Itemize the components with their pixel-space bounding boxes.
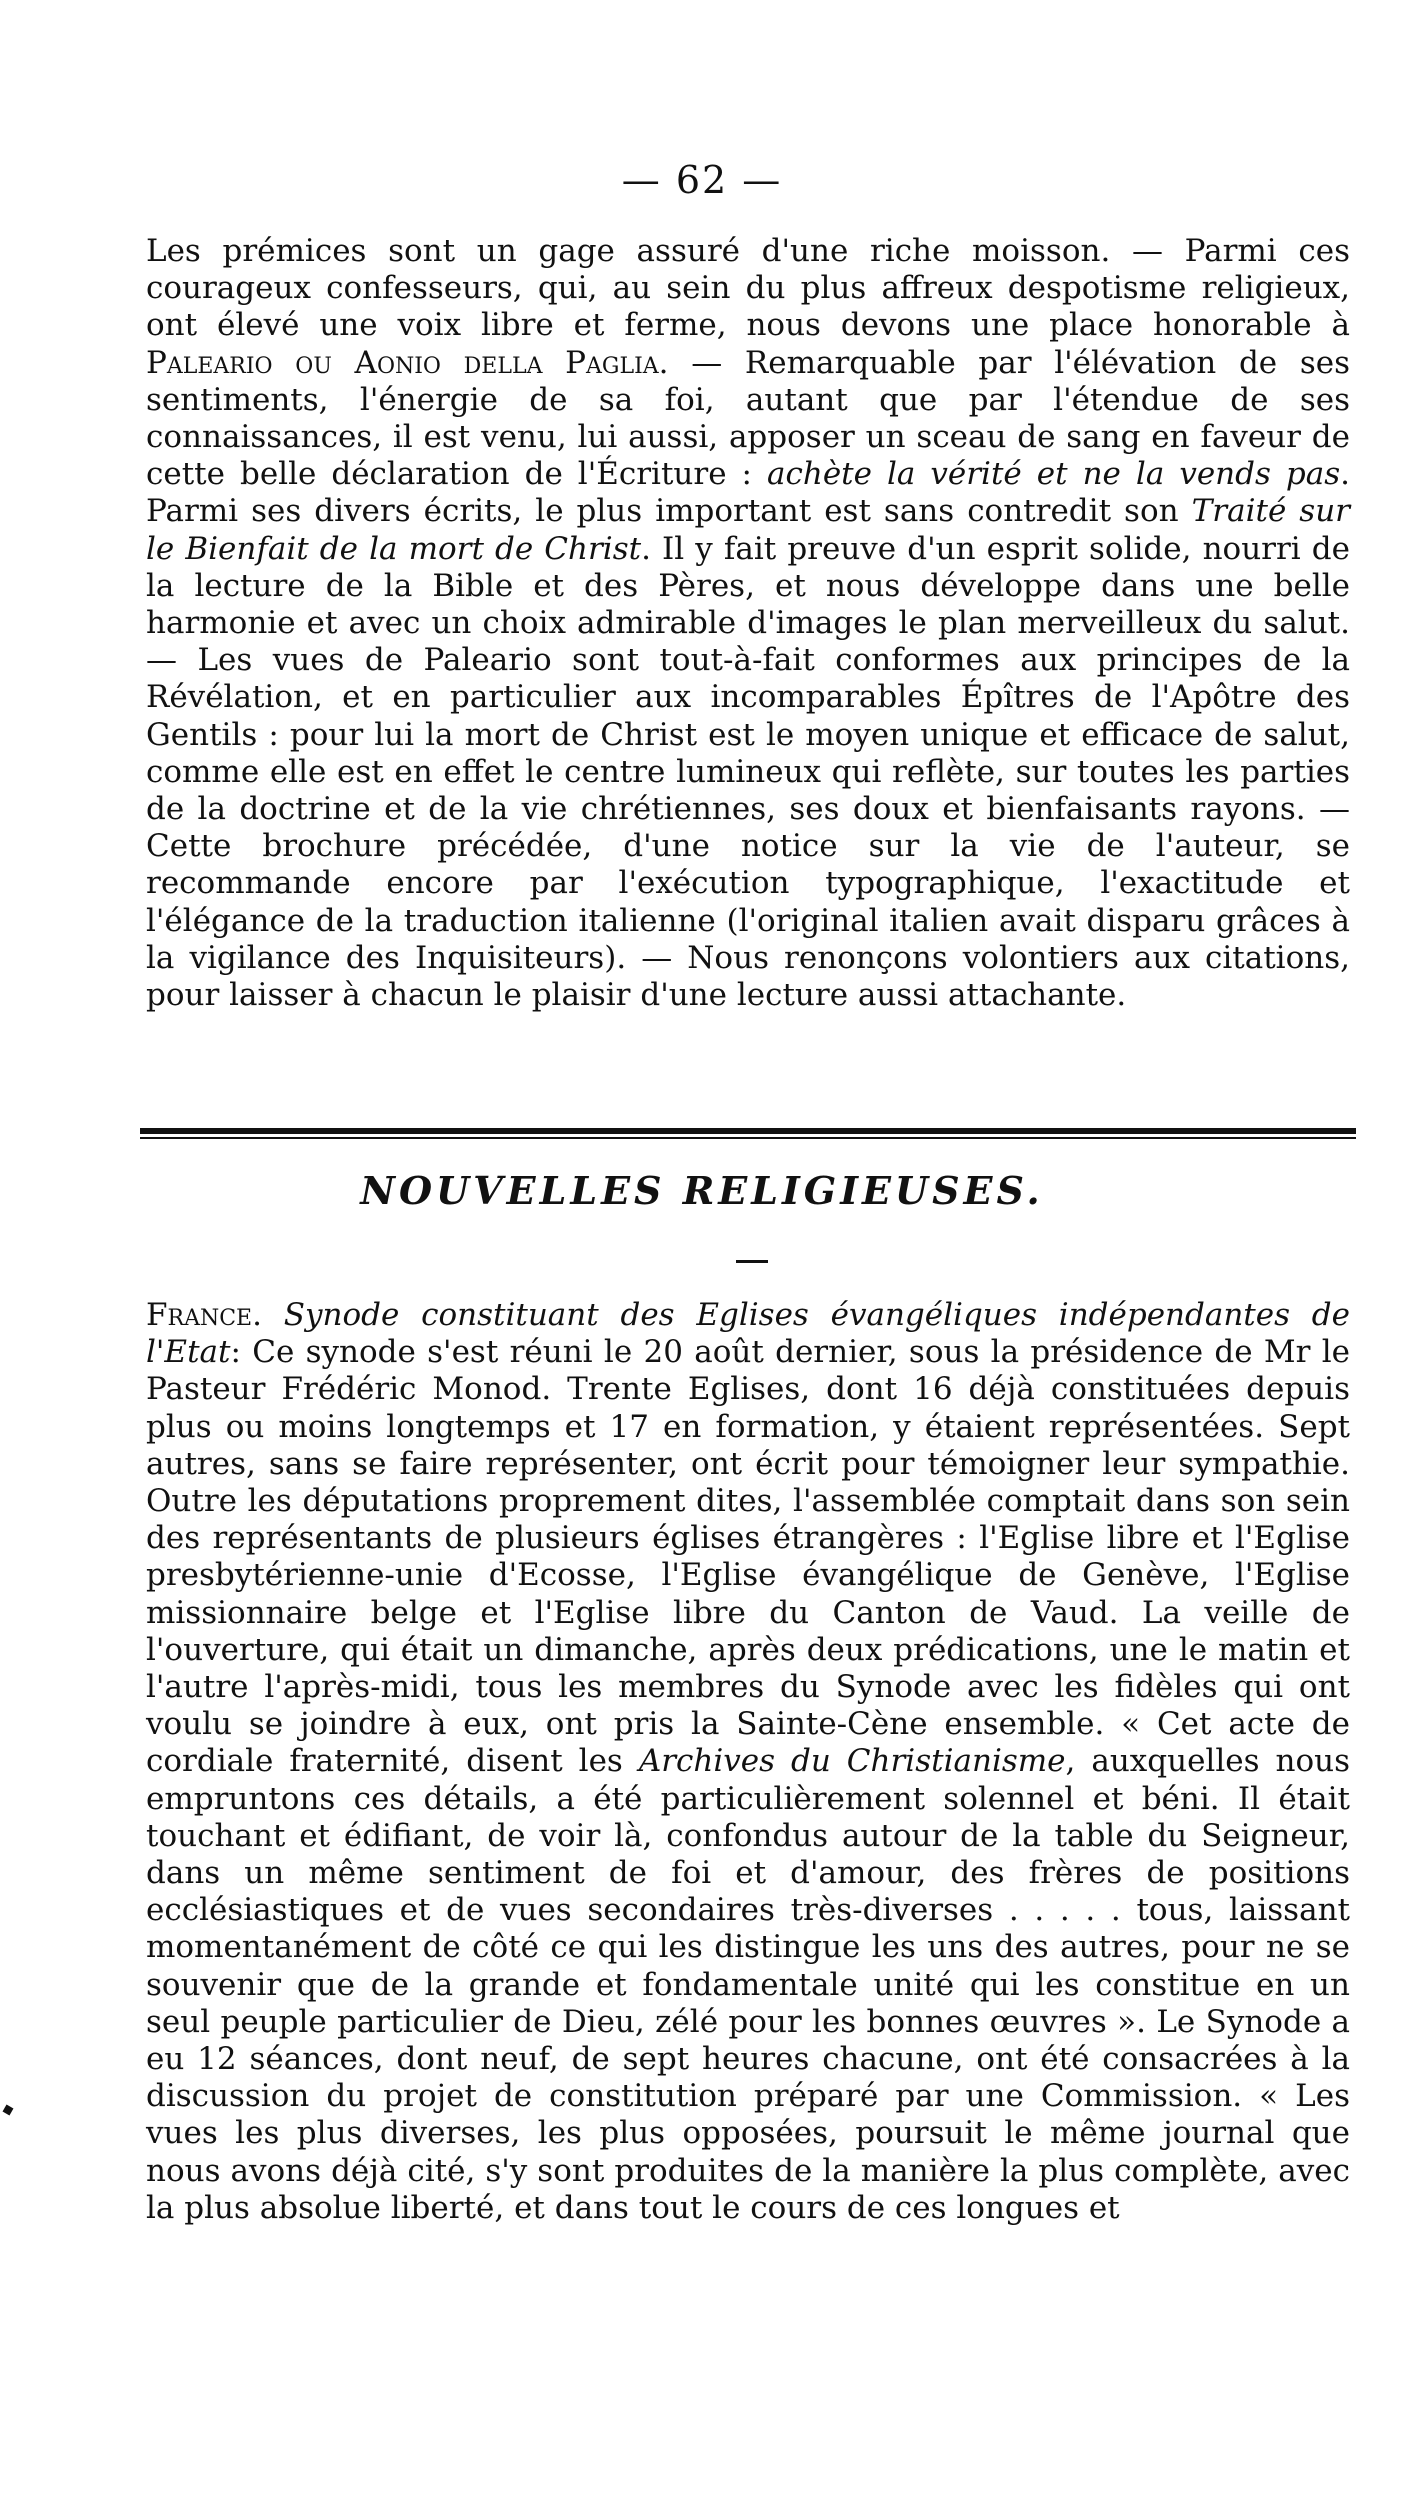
synod-title: Synode constituant des Eglises évangéliques indépendantes de l'Etat (146, 1297, 1350, 1371)
text-segment: : Ce synode s'est réuni le 20 août dernier, sous la présidence de Mr le Pasteur Frédéric Monod. Trente Eglises, dont 16 déjà constituées depuis plus ou moins longtemps et 17 en formation, y étaient représentées. Sept autres, sans se faire représenter, ont écrit pour témoigner leur sympathie. Outre les députations proprement dites, l'assemblée comptait dans son sein des représentants de plusieurs églises étrangères : l'Eglise libre et l'Eglise presbytérienne-unie d'Ecosse, l'Eglise évangélique de Genève, l'Eglise missionnaire belge et l'Eglise libre du Canton de Vaud. La veille de l'ouverture, qui était un dimanche, après deux prédications, une le matin et l'autre l'après-midi, tous les membres du Synode avec les fidèles qui ont voulu se joindre à eux, ont pris la Sainte-Cène ensemble. « Cet acte de cordiale fraternité, disent les (146, 1334, 1350, 1780)
text-segment: . Parmi ses divers écrits, le plus important est sans contredit son (146, 456, 1350, 530)
section-heading: NOUVELLES RELIGIEUSES. (360, 1168, 1044, 1213)
text-segment: . Il y fait preuve d'un esprit solide, nourri de la lecture de la Bible et des Pères, et nous développe dans une belle harmonie et avec un choix admirable d'images le plan merveilleux du salut. — Les vues de Paleario sont tout-à-fait conformes aux principes de la Révélation, et en particulier aux incomparables Épîtres de l'Apôtre des Gentils : pour lui la mort de Christ est le moyen unique et efficace de salut, comme elle est en effet le centre lumineux qui reflète, sur toutes les parties de la doctrine et de la vie chrétiennes, ses doux et bienfaisants rayons. — Cette brochure précédée, d'une notice sur la vie de l'auteur, se recommande encore par l'exécution typographique, l'exactitude et l'élégance de la traduction italienne (l'original italien avait disparu grâces à la vigilance des Inquisiteurs). — Nous renonçons volontiers aux citations, pour laisser à chacun le plaisir d'une lecture aussi attachante. (146, 530, 1350, 1014)
journal-title: Archives du Christianisme (638, 1743, 1066, 1780)
scripture-quote: achète la vérité et ne la vends pas (767, 456, 1341, 493)
text-segment: . — Remarquable par l'élévation de ses sentiments, l'énergie de sa foi, autant que par l'étendue de ses connaissances, il est venu, lui aussi, apposer un sceau de sang en faveur de cette belle déclaration de l'Écriture : (146, 344, 1350, 493)
section-divider-thin (140, 1137, 1356, 1139)
book-title: Traité sur le Bienfait de la mort de Christ (146, 493, 1350, 567)
paragraph-book-review (146, 233, 1350, 1014)
paragraph-news-france (146, 1297, 1350, 2227)
author-name: Paleario ou Aonio della Paglia (146, 344, 659, 381)
heading-dash (736, 1260, 768, 1263)
country-label: France (146, 1297, 253, 1333)
margin-mark (3, 2105, 14, 2116)
text-segment: Les prémices sont un gage assuré d'une riche moisson. — Parmi ces courageux confesseurs, qui, au sein du plus affreux despotisme religieux, ont élevé une voix libre et ferme, nous devons une place honorable à (146, 233, 1350, 344)
text-segment: , auxquelles nous empruntons ces détails, a été particulièrement solennel et béni. Il était touchant et édifiant, de voir là, confondus autour de la table du Seigneur, dans un même sentiment de foi et d'amour, des frères de positions ecclésiastiques et de vues secondaires très-diverses . . . . . tous, laissant momentanément de côté ce qui les distingue les uns des autres, pour ne se souvenir que de la grande et fondamentale unité qui les constitue en un seul peuple particulier de Dieu, zélé pour les bonnes œuvres ». Le Synode a eu 12 séances, dont neuf, de sept heures chacune, ont été consacrées à la discussion du projet de constitution préparé par une Commission. « Les vues les plus diverses, les plus opposées, poursuit le même journal que nous avons déjà cité, s'y sont produites de la manière la plus complète, avec la plus absolue liberté, et dans tout le cours de ces longues et (146, 1743, 1350, 2226)
page-number: — 62 — (621, 158, 783, 202)
section-divider-thick (140, 1128, 1356, 1134)
text-segment: . (252, 1297, 284, 1333)
